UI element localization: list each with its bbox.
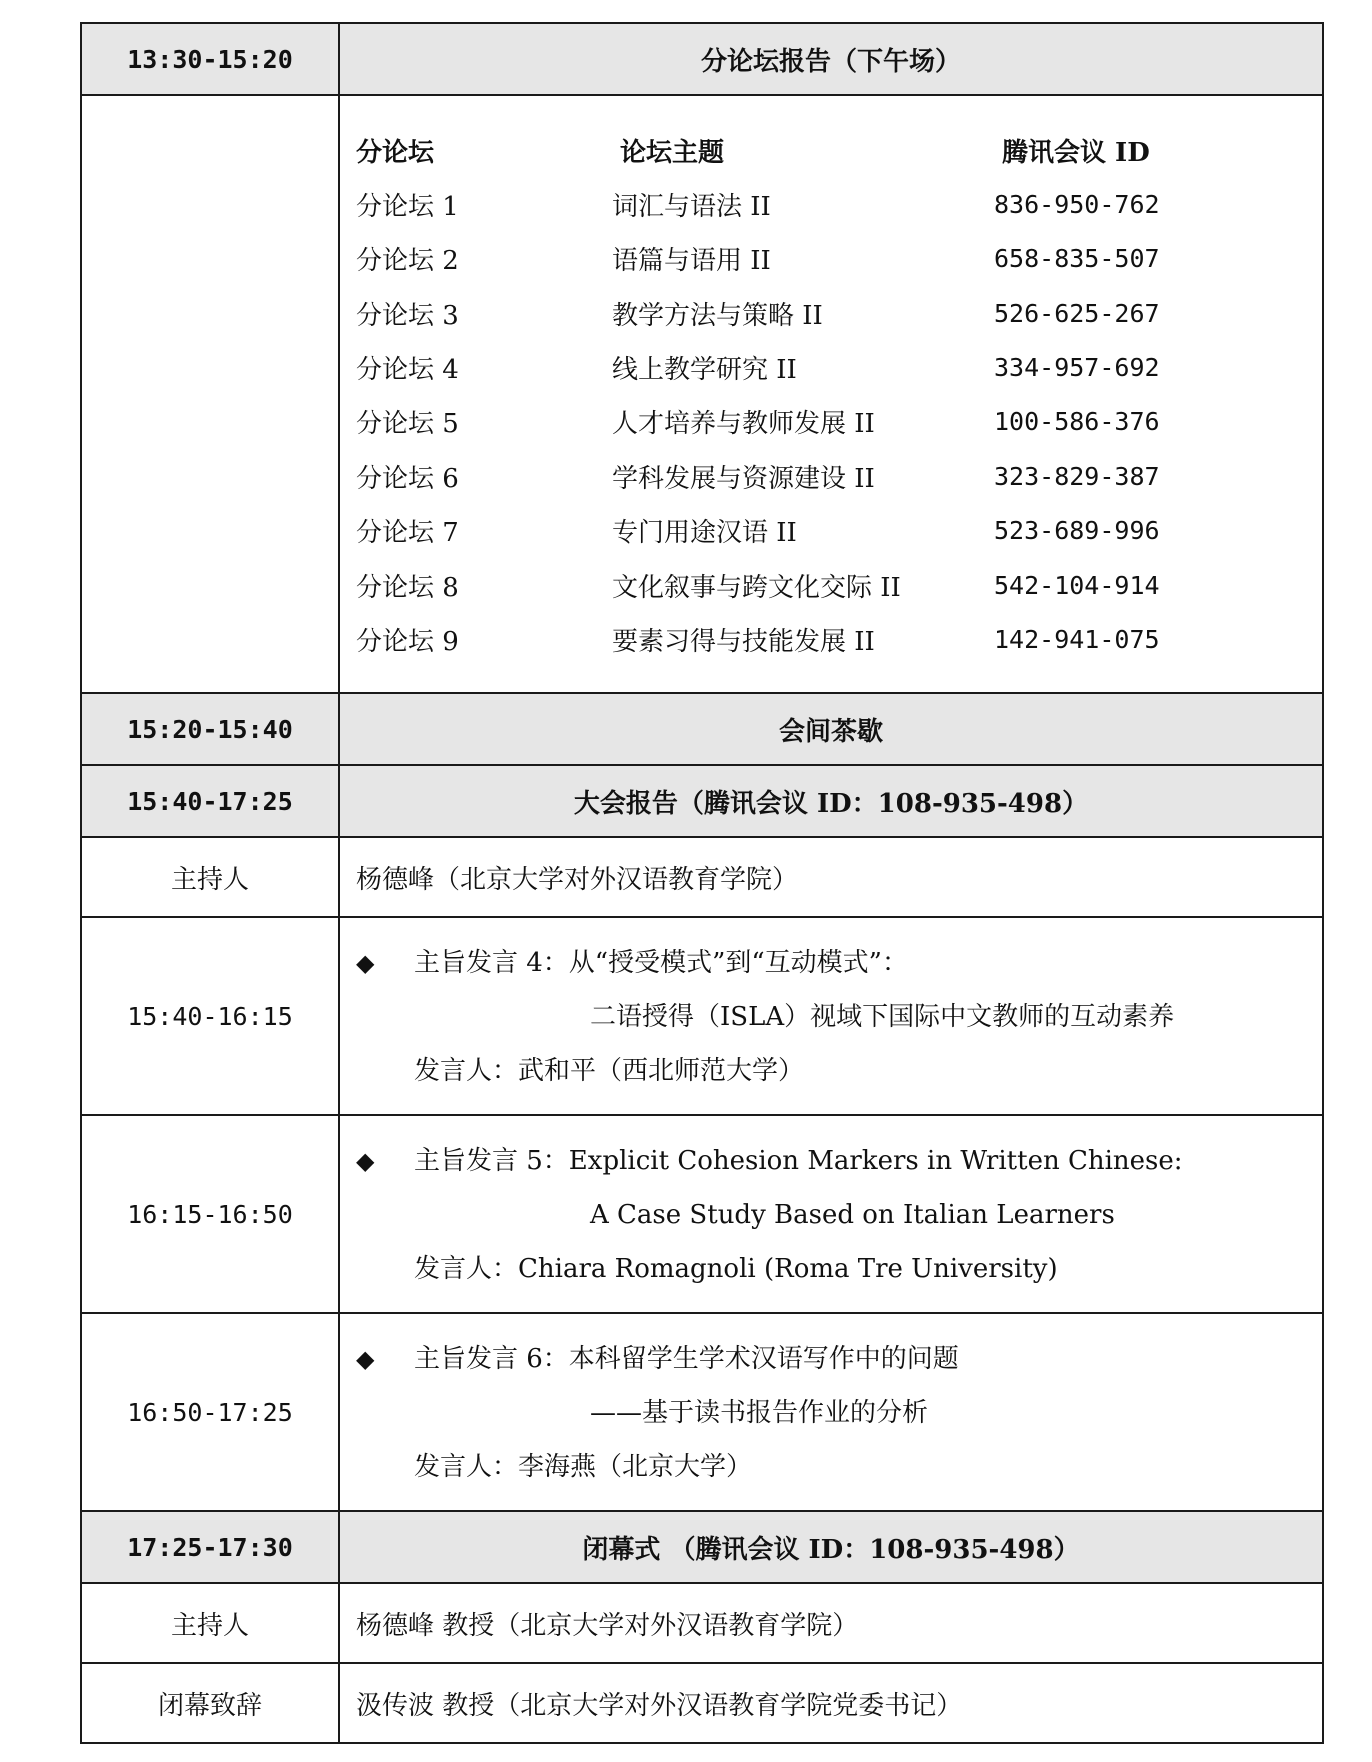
forum-name: 分论坛 6 — [356, 463, 459, 494]
closing-speech-label: 闭幕致辞 — [81, 1663, 339, 1743]
closing-host-name: 杨德峰 教授（北京大学对外汉语教育学院） — [339, 1583, 1323, 1663]
talk-speaker: 发言人：武和平（西北师范大学） — [414, 1056, 805, 1086]
talk-title: 主旨发言 6：本科留学生学术汉语写作中的问题 — [414, 1344, 959, 1374]
diamond-bullet-icon: ◆ — [356, 1147, 375, 1175]
forum-row — [356, 395, 1322, 449]
forum-topic: 人才培养与教师发展 II — [612, 409, 875, 440]
forum-meeting-id: 334-957-692 — [994, 353, 1160, 383]
closing-time: 17:25-17:30 — [81, 1511, 339, 1583]
forum-topic: 要素习得与技能发展 II — [612, 627, 875, 658]
forum-meeting-id: 523-689-996 — [994, 516, 1160, 546]
closing-header-row — [81, 1511, 1323, 1583]
col-forum: 分论坛 — [356, 137, 435, 168]
plenary-host-row — [81, 837, 1323, 917]
col-meeting-id: 腾讯会议 ID — [1002, 137, 1150, 168]
talk-time: 16:15-16:50 — [81, 1115, 339, 1313]
forum-row — [356, 286, 1322, 340]
plenary-time: 15:40-17:25 — [81, 765, 339, 837]
forum-name: 分论坛 3 — [356, 300, 459, 331]
forum-name: 分论坛 4 — [356, 355, 459, 386]
forum-name: 分论坛 5 — [356, 409, 459, 440]
talk-row — [81, 1115, 1323, 1313]
forum-meeting-id: 542-104-914 — [994, 570, 1160, 600]
forum-topic: 学科发展与资源建设 II — [612, 463, 875, 494]
break-row — [81, 693, 1323, 765]
talk-row — [81, 1313, 1323, 1511]
diamond-bullet-icon: ◆ — [356, 949, 375, 977]
forum-name: 分论坛 9 — [356, 627, 459, 658]
talk-subtitle: ——基于读书报告作业的分析 — [590, 1398, 929, 1428]
host-label: 主持人 — [81, 837, 339, 917]
forum-meeting-id: 658-835-507 — [994, 244, 1160, 274]
forum-row — [356, 340, 1322, 394]
forum-name: 分论坛 8 — [356, 572, 459, 603]
forum-topic: 线上教学研究 II — [612, 355, 797, 386]
closing-speech-speaker: 汲传波 教授（北京大学对外汉语教育学院党委书记） — [339, 1663, 1323, 1743]
forum-row — [356, 177, 1322, 231]
forum-topic: 语篇与语用 II — [612, 246, 771, 277]
talk-cell — [339, 917, 1323, 1115]
forum-topic: 文化叙事与跨文化交际 II — [612, 572, 901, 603]
forum-row — [356, 232, 1322, 286]
schedule-table — [80, 22, 1324, 1744]
talk-subtitle: 二语授得（ISLA）视域下国际中文教师的互动素养 — [590, 1002, 1175, 1032]
forum-row — [356, 612, 1322, 666]
talk-time: 16:50-17:25 — [81, 1313, 339, 1511]
forum-name: 分论坛 2 — [356, 246, 459, 277]
talk-cell — [339, 1115, 1323, 1313]
closing-host-label: 主持人 — [81, 1583, 339, 1663]
forum-list-cell — [339, 95, 1323, 693]
forum-topic: 词汇与语法 II — [612, 191, 771, 222]
closing-host-row — [81, 1583, 1323, 1663]
diamond-bullet-icon: ◆ — [356, 1345, 375, 1373]
forum-topic: 教学方法与策略 II — [612, 300, 823, 331]
talk-cell — [339, 1313, 1323, 1511]
empty-time-cell — [81, 95, 339, 693]
forum-row — [356, 558, 1322, 612]
talk-time: 15:40-16:15 — [81, 917, 339, 1115]
session-header-row — [81, 23, 1323, 95]
plenary-title: 大会报告（腾讯会议 ID：108-935-498） — [339, 765, 1323, 837]
forum-topic: 专门用途汉语 II — [612, 518, 797, 549]
forum-meeting-id: 323-829-387 — [994, 461, 1160, 491]
session-time: 13:30-15:20 — [81, 23, 339, 95]
forum-meeting-id: 142-941-075 — [994, 625, 1160, 655]
talk-speaker: 发言人：李海燕（北京大学） — [414, 1452, 753, 1482]
col-topic: 论坛主题 — [620, 137, 725, 168]
forum-meeting-id: 836-950-762 — [994, 189, 1160, 219]
break-time: 15:20-15:40 — [81, 693, 339, 765]
forum-row — [356, 504, 1322, 558]
forum-meeting-id: 100-586-376 — [994, 407, 1160, 437]
talk-title: 主旨发言 5：Explicit Cohesion Markers in Written Chinese: — [414, 1146, 1183, 1176]
break-title: 会间茶歇 — [339, 693, 1323, 765]
closing-speech-row — [81, 1663, 1323, 1743]
talk-subtitle: A Case Study Based on Italian Learners — [590, 1200, 1115, 1230]
talk-row — [81, 917, 1323, 1115]
plenary-header-row — [81, 765, 1323, 837]
forum-list-row — [81, 95, 1323, 693]
forum-row — [356, 449, 1322, 503]
talk-speaker: 发言人：Chiara Romagnoli (Roma Tre University) — [414, 1254, 1058, 1284]
forum-meeting-id: 526-625-267 — [994, 298, 1160, 328]
closing-title: 闭幕式 （腾讯会议 ID：108-935-498） — [339, 1511, 1323, 1583]
talk-title: 主旨发言 4：从“授受模式”到“互动模式”： — [414, 948, 908, 978]
forum-table-header — [356, 123, 1322, 177]
session-title: 分论坛报告（下午场） — [339, 23, 1323, 95]
forum-name: 分论坛 1 — [356, 191, 459, 222]
host-name: 杨德峰（北京大学对外汉语教育学院） — [339, 837, 1323, 917]
forum-name: 分论坛 7 — [356, 518, 459, 549]
